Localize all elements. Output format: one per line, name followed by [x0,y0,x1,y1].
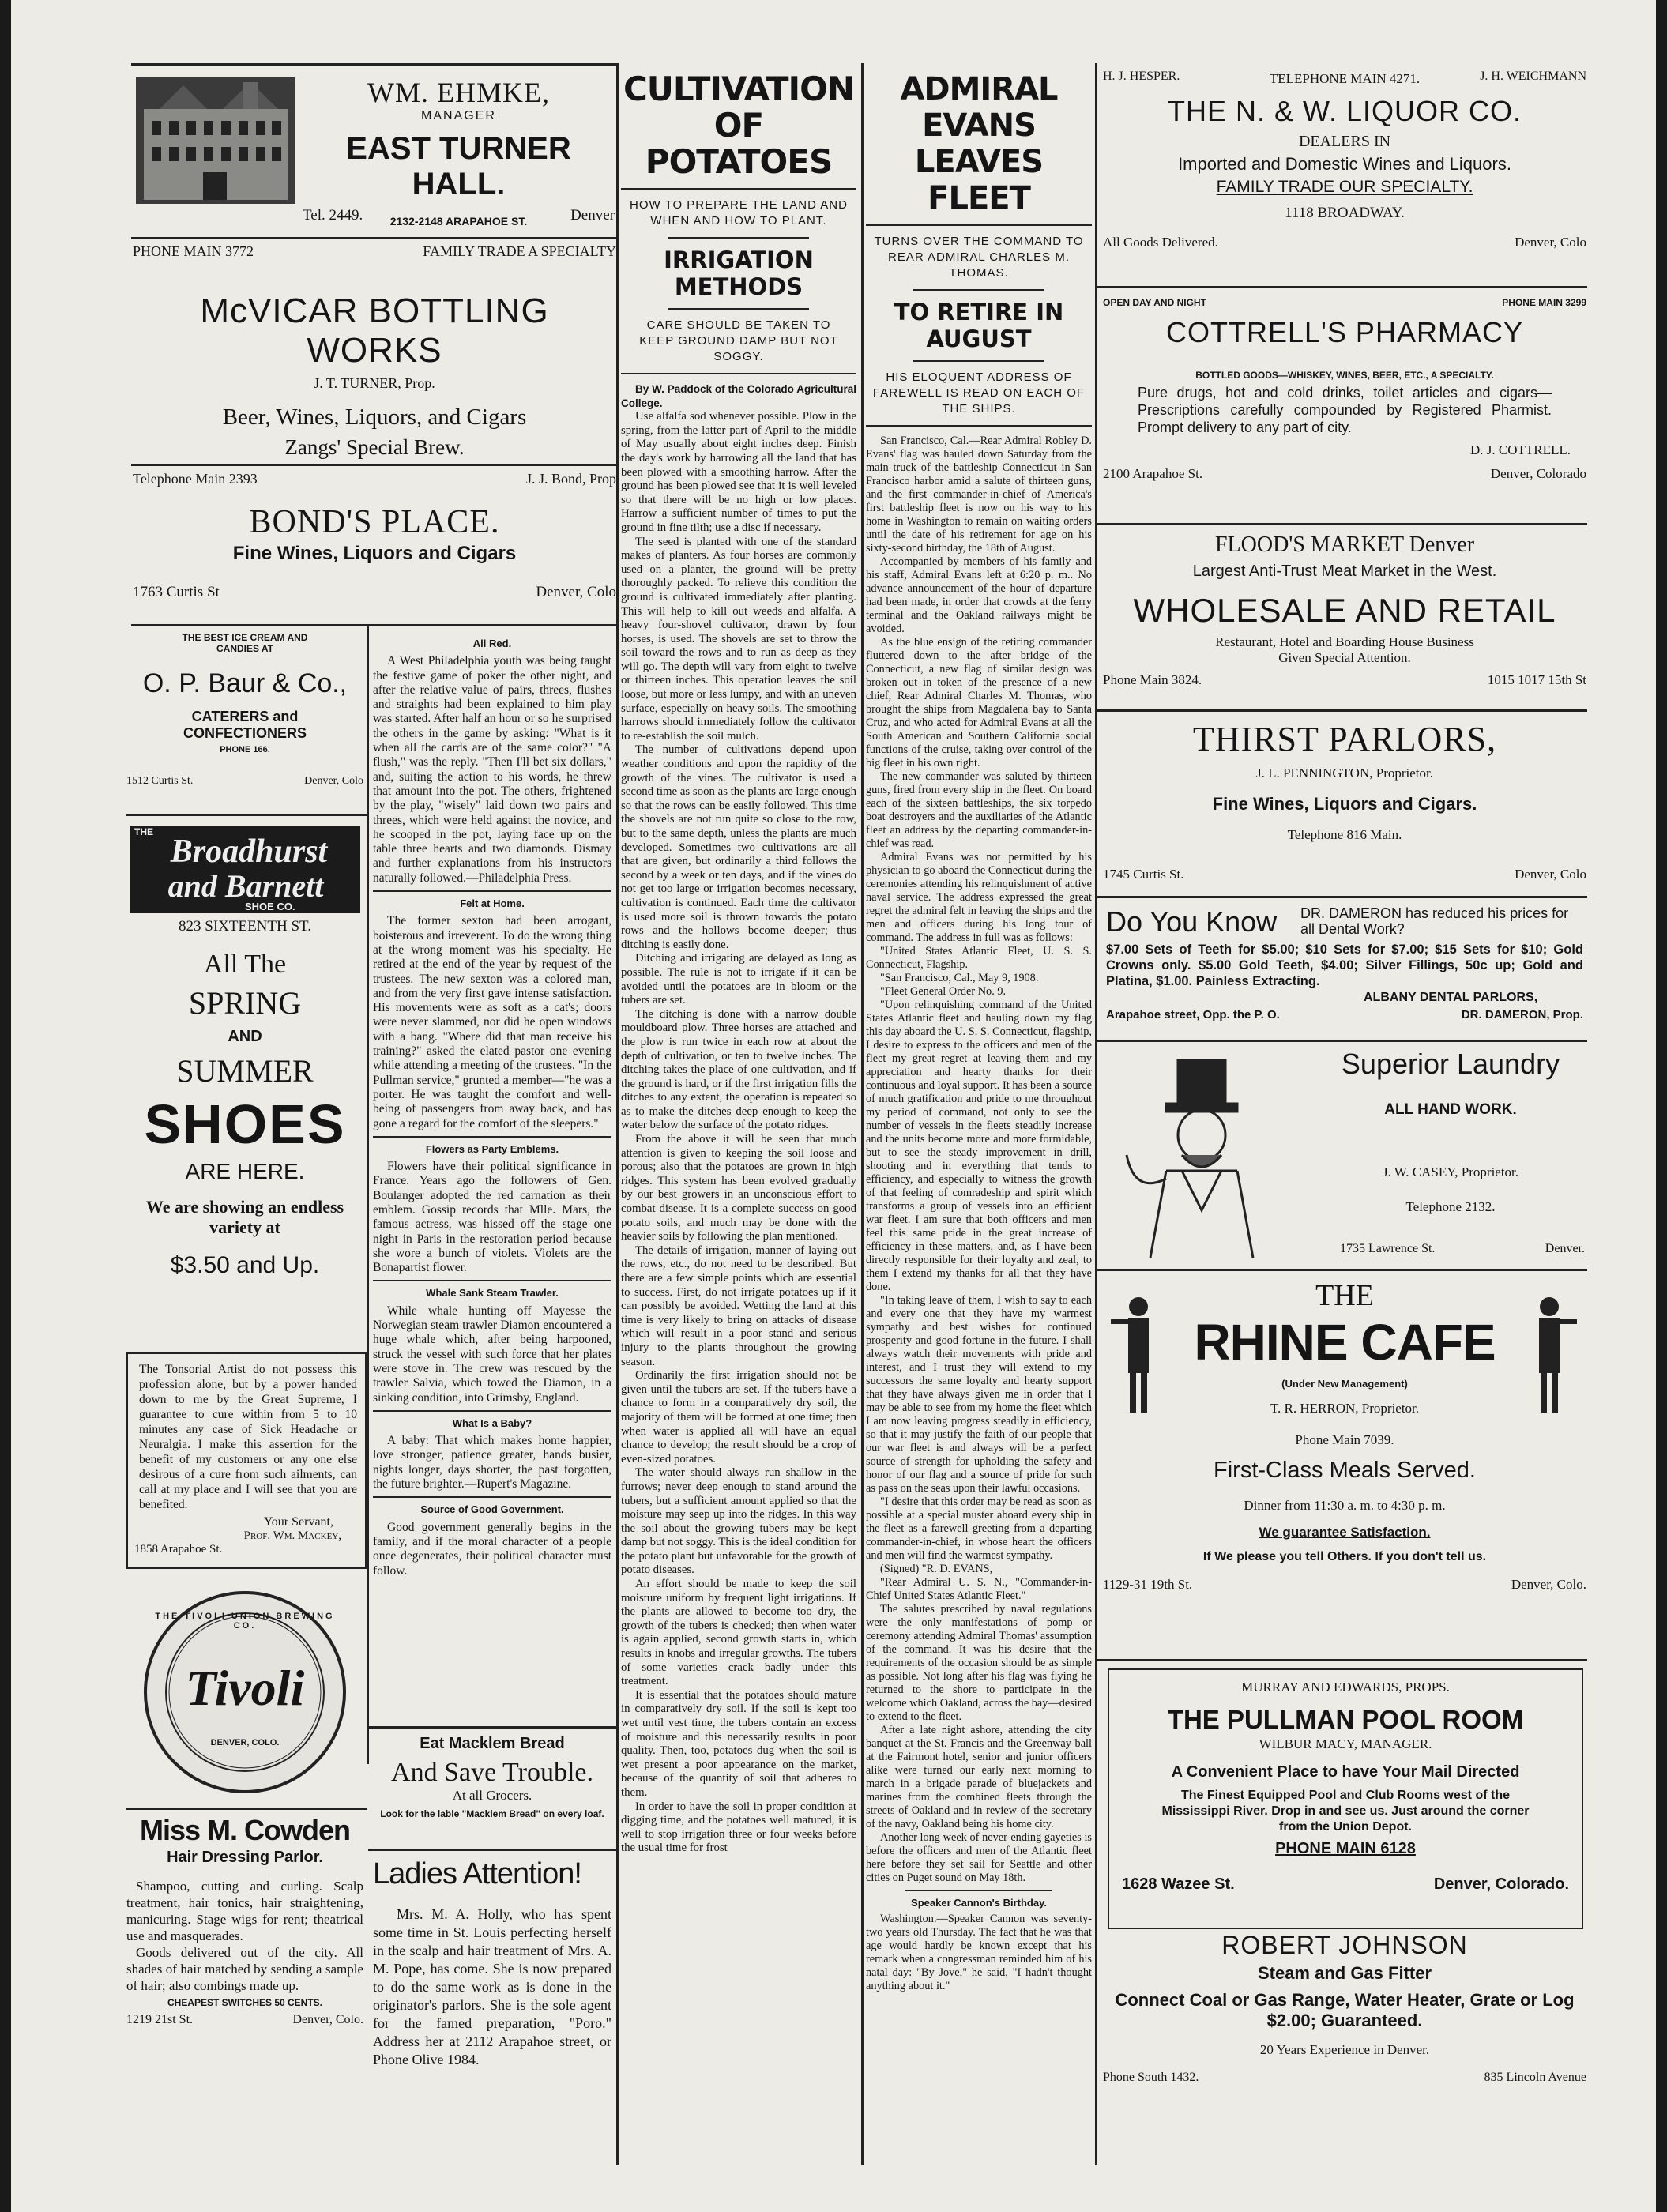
nw-name: THE N. & W. LIQUOR CO. [1167,95,1522,127]
evans-para-2: Accompanied by members of his family and his staff, Admiral Evans left at 6:20 p. m.. No advance announcement of the hour of departure had been made, in order that crowds at the ferry terminal and the Oakland railways might be avoided. [866,555,1092,635]
broadhurst-l4: SUMMER [176,1053,314,1089]
bond-line: Fine Wines, Liquors and Cigars [232,543,517,564]
rhine-mgmt: (Under New Management) [1281,1378,1408,1390]
evans-para-15: After a late night ashore, attending the city banquet at the St. Francis and the Greenway ball at the Fairmont hotel, senior and junior officers alike were turned our early next morning to march in a brigade parade of bluejackets and marines from the combined fleets through the streets of Oakland and in review of the secretary of the navy, Oakland being his home city. [866,1724,1092,1830]
flood-big: WHOLESALE AND RETAIL [1133,592,1556,629]
mcvicar-tagline: FAMILY TRADE A SPECIALTY [423,243,616,259]
baur-phone: PHONE 166. [220,745,270,754]
cowden-ad [126,1814,363,2169]
turner-hall-building-icon [136,77,295,204]
laundry-name: Superior Laundry [1341,1048,1560,1080]
pullman-mgr: WILBUR MACY, MANAGER. [1259,1736,1432,1751]
broadhurst-l3: AND [228,1028,262,1045]
evans-deck-2: HIS ELOQUENT ADDRESS OF FAREWELL IS READ ON EACH OF THE SHIPS. [872,371,1086,416]
potatoes-para-11: It is essential that the potatoes should mature in comparatively dry soil. If the soil is kept too wet until vest time, the tubers contain an excess of moisture and this necessarily results in poor quality. Then, too, potatoes dug when the soil is wet present a poor appearance on the market, because of the quantity of soil that adheres to them. [621,1688,856,1799]
dameron-parlors: ALBANY DENTAL PARLORS, [1364,991,1538,1004]
macklem-l4: Look for the lable "Macklem Bread" on every loaf. [380,1808,604,1819]
dameron-text: $7.00 Sets of Teeth for $5.00; $10 Sets for $7.00; $15 Sets for $10; Gold Crowns only. $5.00 Gold Teeth, $4.00; Silver Fillings, 50c up; Gold and Platina, $1.00. Painless Extracting. [1106,942,1583,988]
cottrell-l1: BOTTLED GOODS—WHISKEY, WINES, BEER, ETC., A SPECIALTY. [1195,370,1494,381]
pullman-l2: The Finest Equipped Pool and Club Rooms west of the Mississippi River. Drop in and see us. Just around the corner from the Union Depot. [1161,1789,1530,1834]
flowers-text: Flowers have their political significance in France. Years ago the followers of Gen. Boulanger adopted the red carnation as their emblem. Gossip records that Mlle. Mars, the famous actress, was hissed off the stage one night in Paris in the restoration period because she wore a bunch of violets. Violets are the Bonapartist flower. [373,1160,611,1275]
broadhurst-l7: We are showing an endless [145,1197,344,1217]
cannon-text: Washington.—Speaker Cannon was seventy-two years old Thursday. The fact that he was that age would hardly be known except that his remark when a congressman reminded him of his natal day: "By Jove," he said, "I hadn't thought anything about it." [866,1913,1092,1992]
baur-address: 1512 Curtis St. [126,775,194,787]
thirst-address: 1745 Curtis St. [1103,867,1184,882]
cowden-p2: Goods delivered out of the city. All shades of hair matched by sending a sample of hair; also combings made up. [126,1945,363,1993]
macklem-l1: Eat Macklem Bread [420,1735,565,1752]
pullman-address: 1628 Wazee St. [1122,1875,1235,1893]
rhine-ad [1103,1275,1586,1654]
baby-text: A baby: That which makes home happier, love stronger, patience greater, hands busier, nights longer, days shorter, the past forgotten, the future brighter.—Rupert's Magazine. [373,1434,611,1492]
potatoes-deck-2: CARE SHOULD BE TAKEN TO KEEP GROUND DAMP BUT NOT SOGGY. [639,318,838,363]
ladies-title: Ladies Attention! [373,1857,581,1890]
ladies-text: Mrs. M. A. Holly, who has spent some time in St. Louis perfecting herself in the scalp and hair treatment of Mrs. A. M. Pope, has come. She is now prepared to do the same work as is done in the originator's parlors. She is the sole agent for the famed preparation, "Poro." Address her at 2112 Arapahoe street, or Phone Olive 1984. [373,1906,611,2067]
mcvicar-ad [133,243,616,461]
johnson-sub: Steam and Gas Fitter [1257,1963,1432,1983]
evans-para-8: "Fleet General Order No. 9. [880,985,1007,998]
broadhurst-name2: and Barnett [167,868,324,904]
mcvicar-phone: PHONE MAIN 3772 [133,243,254,259]
left-scan-edge [0,0,11,2212]
pullman-name: THE PULLMAN POOL ROOM [1167,1705,1524,1734]
mcvicar-line1: Beer, Wines, Liquors, and Cigars [222,404,527,430]
potatoes-byline: By W. Paddock of the Colorado Agricultural College. [621,383,856,409]
ehmke-city: Denver [570,207,615,224]
broadhurst-l8: variety at [209,1217,280,1237]
ehmke-ad [133,73,616,231]
rule [1097,286,1587,288]
potatoes-para-8: Ordinarily the first irrigation should not be given until the tubers are set. If the tubers have a chance to form in a comparatively dry soil, the majority of them will be formed at one time; then when water is applied all will have an equal chance to develop; the result should be a crop of even-sized potatoes. [621,1369,856,1465]
rule [131,237,616,239]
rule [126,1808,367,1810]
evans-head-3: TO RETIRE IN AUGUST [894,299,1064,352]
baur-l1: CATERERS and [191,709,299,724]
broadhurst-l1: All The [203,950,287,979]
tivoli-ad [126,1580,363,1801]
bond-name: BOND'S PLACE. [249,504,500,540]
baby-title: What Is a Baby? [452,1416,532,1429]
potatoes-para-1: Use alfalfa sod whenever possible. Plow in the spring, from the latter part of April to the middle of May usually about eight inches deep. Finish the day's work by harrowing all the land that has been plowed with a smoothing harrow. After the ground has been plowed see that it is well leveled so that there will be no high or low places. Harrow a sufficient number of times to put the ground in fine tilth; use a disc if necessary. [621,410,856,534]
laundry-prop: J. W. CASEY, Proprietor. [1382,1164,1519,1179]
tonsorial-ad [126,1352,367,1569]
rule [1097,1659,1587,1661]
tonsorial-servant: Your Servant, [263,1515,333,1529]
gov-title: Source of Good Government. [420,1503,564,1516]
nw-family: FAMILY TRADE OUR SPECIALTY. [1216,178,1473,196]
rhine-prop: T. R. HERRON, Proprietor. [1270,1401,1420,1416]
flowers-title: Flowers as Party Emblems. [425,1142,559,1155]
mcvicar-name: McVICAR BOTTLING WORKS [200,292,549,370]
rule [1097,709,1587,712]
column-rule-3 [861,63,864,2165]
ehmke-name: WM. EHMKE, [367,77,550,108]
broadhurst-address: 823 SIXTEENTH ST. [179,918,311,935]
column-rule-4 [1095,63,1097,2165]
potatoes-para-7: The details of irrigation, manner of laying out the rows, etc., do not need to be described. But there are a few simple points which are essential to success. First, do not irrigate potatoes up if it can possibly be avoided. Wetting the land at this time is very likely to bring on attacks of disease which will result in a poor stand and serious injury to the plants throughout the growing season. [621,1243,856,1368]
evans-para-14: The salutes prescribed by naval regulations were the only manifestations of pomp or ceremony attending Admiral Thomas' assumption of the command. It was his desire that the requirements of the occasion should be as simple as possible. Not long after his flag was flying he returned to the shore to participate in the welcome which Oakland, across the bay—desired to extend to the fleet. [866,1603,1092,1723]
johnson-ad [1103,1931,1586,2168]
dameron-question: DR. DAMERON has reduced his prices for all Dental Work? [1300,905,1569,937]
cottrell-ad [1103,297,1586,517]
cowden-sub: Hair Dressing Parlor. [167,1849,323,1866]
pullman-phone: PHONE MAIN 6128 [1275,1840,1416,1857]
evans-para-11: "I desire that this order may be read as soon as possible at a special muster aboard every ship in the fleet as a farewell greeting from a departing commander-in-chief, in whose heart the officers and men will find the warmest sympathy. [866,1495,1092,1562]
bond-ad [133,471,616,621]
bond-prop: J. J. Bond, Prop [525,471,616,487]
evans-para-5: Admiral Evans was not permitted by his physician to go aboard the Connecticut during the ceremonies attending his relinquishment of active naval service. The address expressed the great regret the admiral felt in leaving the ships and the men and officers during his long tour of command. The address in full was as follows: [866,851,1092,944]
waiter-right-icon [1522,1291,1577,1417]
thirst-ad [1103,716,1586,893]
rule [368,1849,616,1851]
tivoli-city: DENVER, COLO. [210,1738,280,1747]
cowden-p3: CHEAPEST SWITCHES 50 CENTS. [167,1997,323,2008]
cottrell-phone: PHONE MAIN 3299 [1502,297,1586,308]
nw-city: Denver, Colo [1515,235,1586,250]
thirst-city: Denver, Colo [1515,867,1586,882]
pullman-ad [1108,1668,1583,1929]
gov-text: Good government generally begins in the family, and if the moral character of a people once degenerates, their political character must follow. [373,1520,611,1578]
cottrell-l2: Pure drugs, hot and cold drinks, toilet articles and cigars—Prescriptions carefully compounded by Registered Pharmist. Prompt delivery to any part of city. [1138,385,1552,435]
broadhurst-price: $3.50 and Up. [170,1252,320,1278]
whale-title: Whale Sank Steam Trawler. [426,1287,559,1300]
thirst-name: THIRST PARLORS, [1192,720,1497,758]
ehmke-manager: MANAGER [421,109,496,122]
nw-phone: TELEPHONE MAIN 4271. [1269,71,1421,86]
potatoes-column [621,66,856,2168]
evans-para-9: "Upon relinquishing command of the United States Atlantic fleet and hauling down my flag this day aboard the U. S. S. Connecticut, flagship, I desire to express to the officers and men of the fleet my great regret at leaving them and my appreciation and hearty thanks for their continuous and loyal support. It has been a source of much gratification and pride to me throughout my period of command, not only to see the number of vessels in the fleets steadily increase and the units become more and more formidable, but to see the steady improvement in drill, shooting and in everything that tends to efficiency, and especially to witness the growth of that feeling of comradeship and spirit which transforms a group of vessels into an efficient war fleet. I am sure that both officers and men feel this same pride in the great increase of efficiency in these matters, and, as I have been directly responsible for their loyalty and zeal, to them I extend my thanks for all that they have done. [866,999,1092,1293]
cottrell-address: 2100 Arapahoe St. [1103,466,1203,481]
evans-head-1: ADMIRAL EVANS [900,71,1058,144]
thirst-phone: Telephone 816 Main. [1287,827,1402,842]
potatoes-head-1: CULTIVATION [623,70,855,108]
top-rule [131,63,616,66]
rule [1097,896,1587,898]
evans-para-1: San Francisco, Cal.—Rear Admiral Robley D. Evans' flag was hauled down Saturday from the main truck of the battleship Connecticut in San Francisco harbor amid a salute of thirteen guns, and the first commander-in-chief of America's first battleship fleet is now on his way to his home in Washington to remain on waiting orders until the date of his retirement for age on his sixty-second birthday, the 18th of August. [866,434,1092,555]
baur-l2: CONFECTIONERS [183,725,307,741]
evans-head-2: LEAVES FLEET [914,144,1044,216]
cowden-city: Denver, Colo. [292,2013,363,2026]
mcvicar-prop: J. T. TURNER, Prop. [314,375,435,391]
thirst-prop: J. L. PENNINGTON, Proprietor. [1256,766,1433,781]
evans-para-7: "San Francisco, Cal., May 9, 1908. [880,972,1039,984]
tivoli-ring: THE TIVOLI UNION BREWING CO. [155,1612,335,1631]
potatoes-para-3: The number of cultivations depend upon weather conditions and upon the rapidity of the growth of the vines. The cultivator is used a second time as soon as the plants are large enough so that the rows can be easily followed. This time the shovels are not run quite so close to the row, but to the same depth, unless the plants are much developed. Sometimes two cultivations are all that are given, but ordinarily a third follows the second by a week or ten days, and if the vines do not get too large or irrigation becomes necessary, cultivation is continued. Each time the cultivator is used more soil is thrown towards the potato rows and the hollows become deeper; thus ditching is easily done. [621,743,856,951]
laundry-line: ALL HAND WORK. [1384,1101,1517,1118]
rhine-address: 1129-31 19th St. [1103,1577,1193,1592]
johnson-phone: Phone South 1432. [1103,2071,1199,2084]
rhine-the: THE [1315,1279,1374,1312]
nw-address: 1118 BROADWAY. [1285,205,1405,221]
broadhurst-l6: ARE HERE. [185,1159,305,1183]
waiter-left-icon [1111,1291,1166,1417]
laundry-city: Denver. [1545,1242,1585,1255]
nw-right: J. H. WEICHMANN [1480,70,1586,83]
potatoes-head-2: OF POTATOES [645,106,833,181]
whale-text: While whale hunting off Mayesse the Norwegian steam trawler Diamon encountered a huge whale which, after being harpooned, struck the vessel with such force that her plates were stove in. The crew was rescued by the trawler Salvia, which towed the Diamon, in a sinking condition, into Grimsby, England. [373,1304,611,1405]
nw-line: Imported and Domestic Wines and Liquors. [1178,154,1511,174]
ehmke-tel: Tel. 2449. [303,207,363,224]
broadhurst-the: THE [134,826,153,837]
thirst-line: Fine Wines, Liquors and Cigars. [1212,794,1477,814]
johnson-l1: Connect Coal or Gas Range, Water Heater, Grate or Log $2.00; Guaranteed. [1115,1990,1575,2030]
column-rule-1b [367,626,369,1764]
baur-name: O. P. Baur & Co., [142,668,348,698]
nw-left: H. J. HESPER. [1103,70,1180,83]
tonsorial-text: The Tonsorial Artist do not possess this profession alone, but by a power handed down to me by the Great Supreme, I guarantee to cure within from 5 to 10 minutes any case of Sick Headache or Neuralgia. I make this assertion for the benefit of my customers or any one else desirous of a cure from such ailments, can call at my place and I will see that you are benefited. [139,1363,357,1511]
cannon-title: Speaker Cannon's Birthday. [911,1897,1047,1909]
bond-address: 1763 Curtis St [133,584,220,600]
evans-column [866,66,1092,2168]
bond-phone: Telephone Main 2393 [133,471,258,487]
cottrell-open: OPEN DAY AND NIGHT [1103,297,1206,308]
macklem-l3: At all Grocers. [452,1788,532,1803]
rhine-guarantee: We guarantee Satisfaction. [1259,1525,1431,1540]
felt-title: Felt at Home. [460,897,525,910]
tonsorial-address: 1858 Arapahoe St. [134,1543,223,1556]
flood-phone: Phone Main 3824. [1103,672,1202,687]
rhine-name: RHINE CAFE [1194,1314,1496,1371]
ehmke-address: 2132-2148 ARAPAHOE ST. [389,215,528,228]
macklem-l2: And Save Trouble. [391,1758,593,1787]
cowden-name: Miss M. Cowden [139,1814,351,1846]
east-turner-hall: EAST TURNER HALL. [346,131,571,201]
evans-para-4: The new commander was saluted by thirteen guns, fired from every ship in the fleet. On board each of the sixteen battleships, the six torpedo boat destroyers and the auxiliaries of the Atlantic fleet an address by the departing commander-in-chief was read. [866,770,1092,850]
rule [131,624,616,626]
evans-para-10: "In taking leave of them, I wish to say to each and every one that they have my warmest sympathy and best wishes for continued prosperity and good fortune in the future. I shall always watch their movements with pride and interest, and I trust they will extend to my successors the same loyalty and hearty support that they have always given me in order that I may be able to see from my home the fleet which I am now leaving progress steadily in efficiency, so that it may justify the faith of our people that our war fleet is and always will be a perfect source of strength for upholding the safety and honor of our flag and a source of pride for such as pass on the seas upon their lawful occasions. [866,1294,1092,1495]
allred-text: A West Philadelphia youth was being taught the festive game of poker the other night, and after the relative value of pairs, threes, flushes and straights had been explained to him play was started. After half an hour or so he surprised the others in the game by asking: "What is it when all the cards are of the same color?" "A flush," was the reply. "Then I'll bet six dollars," and, suiting the action to his words, he threw that amount into the pot. The others, frightened by the play, "wisely" laid down two pairs and threes, which were held against the novice, and he scooped in the pot, laying face up on the table three hearts and two diamonds. Dismay and further explanations from his instructors naturally followed.—Philadelphia Press. [373,654,611,885]
evans-para-13: "Rear Admiral U. S. N., "Commander-in-Chief United States Atlantic Fleet." [866,1576,1092,1602]
dameron-ad [1103,902,1586,1044]
rhine-phone: Phone Main 7039. [1295,1432,1394,1447]
column-rule-2 [616,63,619,2165]
tonsorial-name: Prof. Wm. Mackey, [243,1529,341,1542]
evans-para-12: (Signed) "R. D. EVANS, [880,1563,993,1575]
ladies-ad [373,1853,611,2169]
cottrell-sign: D. J. COTTRELL. [1469,442,1571,457]
rule [1097,523,1587,525]
macklem-ad [373,1730,611,1849]
potatoes-deck-1: HOW TO PREPARE THE LAND AND WHEN AND HOW TO PLANT. [630,198,848,228]
gentleman-illustration-icon [1103,1052,1285,1262]
flood-l3: Given Special Attention. [1278,650,1411,665]
cowden-p1: Shampoo, cutting and curling. Scalp treatment, hair tonics, hair straightening, manicuring. Stage wigs for rent; theatrical use and masquerades. [126,1879,363,1943]
broadhurst-shoes: SHOES [144,1093,346,1155]
broadhurst-ad [126,822,363,1343]
evans-para-3: As the blue ensign of the retiring commander fluttered down to the after bridge of the Connecticut, a new flag of similar design was broken out in token of the presence of a new chief, Rear Admiral Charles M. Thomas, who brought the ships from Magdalena bay to Santa Cruz, and who acted for Admiral Evans at all the South American and Southern California social functions of the cruise, taking over control of the big fleet in his own right. [866,636,1092,769]
rule [368,1726,616,1729]
johnson-l2: 20 Years Experience in Denver. [1259,2042,1430,2057]
potatoes-para-12: In order to have the soil in proper condition at digging time, and the potatoes well matured, it is well to stop irrigation three or four weeks before the usual time for frost [621,1800,856,1855]
laundry-phone: Telephone 2132. [1405,1199,1496,1214]
potatoes-para-2: The seed is planted with one of the standard makes of planters. As four horses are commonly used on a planter, the ground will be pretty thoroughly packed. To relieve this condition the ground is cultivated immediately after planting. This will help to kill out weeds and alfalfa. A heavy four-shovel cultivator, drawn by four horses, is used. The shovels are set to throw the soil toward the rows and to run as deep as they will go. The depth will vary from eight to twelve or thirteen inches. This operation leaves the soil loose, but more or less lumpy, and with an uneven surface, especially on heavy soils. The smoothing harrows should immediately follow the cultivator to re-establish the soil mulch. [621,535,856,743]
bond-city: Denver, Colo [536,584,616,600]
rule [1097,1269,1587,1271]
dameron-dr: DR. DAMERON, Prop. [1461,1008,1583,1021]
nw-dealers: DEALERS IN [1298,133,1391,150]
baur-ad [126,632,363,810]
potatoes-para-4: Ditching and irrigating are delayed as long as possible. The rule is not to irrigate if it can be avoided until the potatoes are in bloom or the tubers are set. [621,952,856,1007]
laundry-address: 1735 Lawrence St. [1340,1242,1436,1255]
pullman-l1: A Convenient Place to have Your Mail Directed [1171,1763,1520,1781]
johnson-address: 835 Lincoln Avenue [1484,2071,1586,2084]
rule [126,814,367,816]
potatoes-para-10: An effort should be made to keep the soil moisture uniform by frequent light irrigations. If the plants are allowed to become too dry, the growth of the tubers is checked; then when water is again applied, second growth starts in, which results in knobs and irregular growths. The tubers of some varieties crack badly under this treatment. [621,1578,856,1688]
pullman-props: MURRAY AND EDWARDS, PROPS. [1241,1680,1450,1695]
potatoes-para-5: The ditching is done with a narrow double mouldboard plow. Three horses are attached and the plow is run twice in each row at about the depth of cultivation, or ten to twelve inches. The ditching takes the place of one cultivation, and if the ground is hard, or if the first irrigation fills the ditches to any extent, the operation is repeated so as to make the ditches deep enough to keep the water below the surface of the potato ridges. [621,1007,856,1132]
baur-top2: CANDIES AT [216,643,273,654]
flood-l1: Largest Anti-Trust Meat Market in the West. [1192,562,1497,580]
rule [1097,1040,1587,1042]
evans-deck-1: TURNS OVER THE COMMAND TO REAR ADMIRAL CHARLES M. THOMAS. [874,235,1084,280]
baur-top1: THE BEST ICE CREAM AND [182,632,308,643]
rhine-meals: First-Class Meals Served. [1214,1458,1476,1483]
potatoes-para-6: From the above it will be seen that much attention is given to keeping the soil loose and porous; also that the potatoes are grown in high ridges. This system has been evolved gradually by our best growers in an unconscious effort to combat disease. It is a complete success on good potato soils, and much may be done with the heavier soils by following the plan mentioned. [621,1133,856,1243]
broadhurst-l2: SPRING [188,985,302,1021]
cottrell-city: Denver, Colorado [1490,466,1586,481]
flood-address: 1015 1017 15th St [1487,672,1586,687]
potatoes-para-9: The water should always run shallow in the furrows; never deep enough to stand around the tubers, but a sufficient amount applied so that the moisture may seep up into the ridges. In this way the soil about the growing tubers may be kept damp but not soggy. This is the ideal condition for the potato plant but unfavorable for the growth of potato diseases. [621,1466,856,1577]
johnson-name: ROBERT JOHNSON [1221,1931,1468,1959]
cottrell-name: COTTRELL'S PHARMACY [1166,316,1523,348]
potatoes-head-3: IRRIGATION METHODS [664,246,814,300]
broadhurst-shoe: SHOE CO. [245,901,295,912]
rhine-city: Denver, Colo. [1511,1577,1586,1592]
flood-l2: Restaurant, Hotel and Boarding House Business [1215,634,1474,649]
flood-ad [1103,529,1586,707]
dameron-address: Arapahoe street, Opp. the P. O. [1106,1008,1280,1021]
cowden-address: 1219 21st St. [126,2013,194,2026]
felt-text: The former sexton had been arrogant, boisterous and irreverent. To do the wrong thing at the wrong moment was his specialty. He retired at the end of the year by request of the trustees. The new sexton was a colored man, and from the very first gave intense satisfaction. His movements were as soft as a cat's; doors were never slammed, nor did he open windows with a bang. "Where did that man receive his training?" asked the elated pastor one evening while attending a meeting of the trustees. "In the Pullman service," grunted a member—"he was a porter. He was taught the comfort and well-being of passengers from away back, and has gone a regard for the comfort of the sleepers." [373,914,611,1130]
miscellany-column [373,632,611,1722]
mcvicar-line2: Zangs' Special Brew. [284,435,465,459]
nw-liquor-ad [1103,70,1586,283]
rule [131,464,616,466]
evans-para-16: Another long week of never-ending gayeties is before the officers and men of the Atlantic fleet here before they set sail for Seattle and other cities on Puget sound on May 18th. [866,1831,1092,1884]
flood-title: FLOOD'S MARKET Denver [1214,532,1475,557]
right-scan-edge [1656,0,1667,2212]
rhine-please: If We please you tell Others. If you don't tell us. [1202,1550,1487,1563]
baur-city: Denver, Colo [304,775,363,787]
broadhurst-name1: Broadhurst [170,833,328,870]
tivoli-name: Tivoli [185,1660,305,1716]
evans-para-6: "United States Atlantic Fleet, U. S. S. Connecticut, Flagship. [866,945,1092,971]
rhine-dinner: Dinner from 11:30 a. m. to 4:30 p. m. [1244,1498,1446,1513]
dameron-head: Do You Know [1106,905,1278,938]
pullman-city: Denver, Colorado. [1433,1875,1569,1893]
nw-delivered: All Goods Delivered. [1103,235,1218,250]
allred-title: All Red. [472,638,512,649]
laundry-ad [1103,1044,1586,1266]
